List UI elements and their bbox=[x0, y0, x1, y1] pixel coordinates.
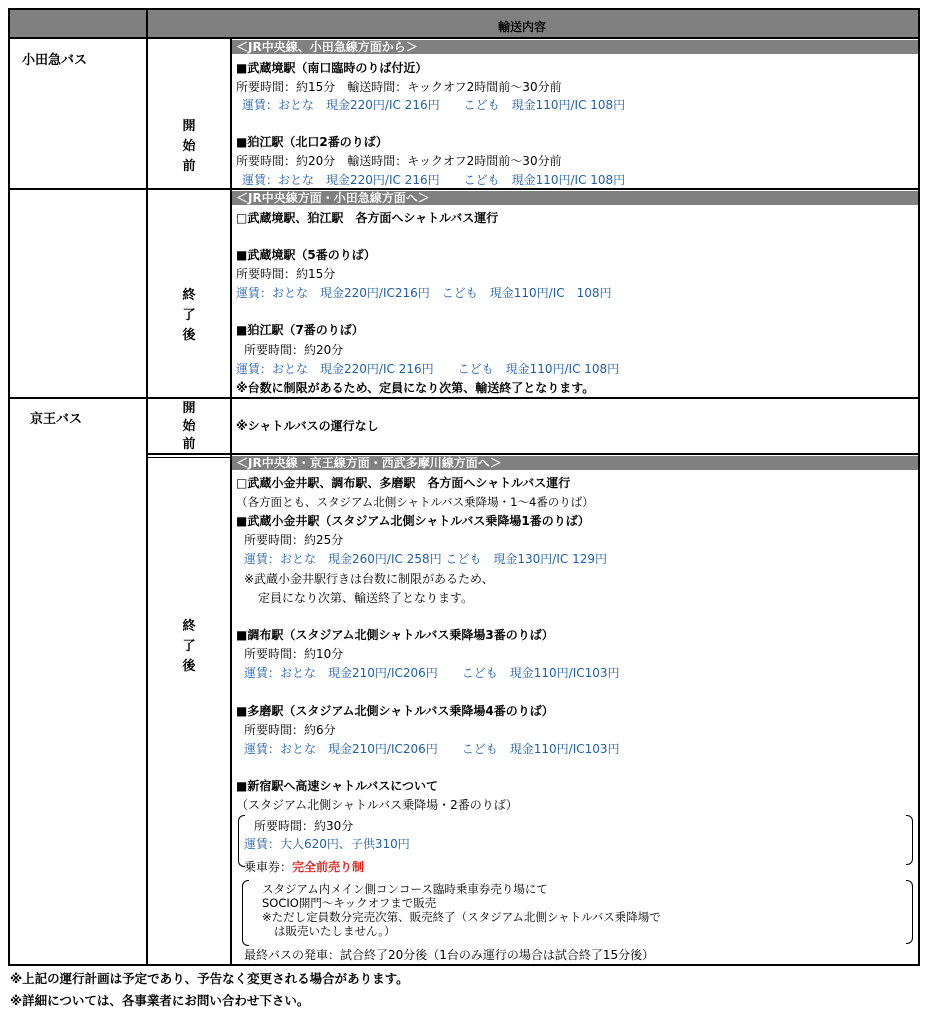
odakyu-before-s2-title: ■狛江駅（北口2番のりば） bbox=[236, 135, 388, 149]
odakyu-after-s1-time: 所要時間：約15分 bbox=[236, 267, 336, 281]
operator-odakyu: 小田急バス bbox=[22, 53, 88, 68]
header-title: 輸送内容 bbox=[498, 20, 547, 34]
odakyu-after-s2-title: ■狛江駅（7番のりば） bbox=[236, 323, 364, 337]
footnote-2: ※詳細については、各事業者にお問い合わせ下さい。 bbox=[10, 993, 310, 1008]
bracket-right-2 bbox=[906, 880, 913, 944]
odakyu-before-s2-fare: 運賃：おとな 現金220円/IC 216円 こども 現金110円/IC 108円 bbox=[242, 173, 626, 187]
odakyu-before-s2-time: 所要時間：約20分 輸送時間：キックオフ2時間前～30分前 bbox=[236, 154, 562, 168]
odakyu-after-note: ※台数に制限があるため、定員になり次第、輸送終了となります。 bbox=[236, 381, 595, 395]
phase-keio-after bbox=[181, 617, 197, 677]
phase-char: 始 bbox=[182, 419, 196, 434]
bracket-right-1 bbox=[906, 815, 913, 865]
keio-after-s3-title: ■多磨駅（スタジアム北側シャトルバス乗降場4番のりば） bbox=[236, 704, 554, 718]
keio-after-s4-sale1: スタジアム内メイン側コンコース臨時乗車券売り場にて bbox=[262, 882, 548, 896]
col-divider-1 bbox=[146, 10, 148, 964]
phase-char: 後 bbox=[182, 659, 196, 674]
ticket-value: 完全前売り制 bbox=[292, 860, 365, 874]
phase-odakyu-before bbox=[181, 117, 197, 177]
keio-after-s2-title: ■調布駅（スタジアム北側シャトルバス乗降場3番のりば） bbox=[236, 628, 554, 642]
col-divider-2 bbox=[230, 38, 232, 964]
phase-char: 終 bbox=[182, 619, 196, 634]
keio-after-s4-fare: 運賃：大人620円、子供310円 bbox=[244, 837, 410, 851]
keio-after-band: ＜JR中央線・京王線方面・西武多摩川線方面へ＞ bbox=[232, 456, 918, 470]
odakyu-before-s1-fare: 運賃：おとな 現金220円/IC 216円 こども 現金110円/IC 108円 bbox=[242, 98, 626, 112]
keio-after-s4-title: ■新宿駅へ高速シャトルバスについて bbox=[236, 779, 439, 793]
keio-after-s4-sale3: ※ただし定員数分完売次第、販売終了（スタジアム北側シャトルバス乗降場で bbox=[262, 910, 661, 924]
keio-after-s1-time: 所要時間：約25分 bbox=[244, 533, 344, 547]
odakyu-after-s2-time: 所要時間：約20分 bbox=[244, 343, 344, 357]
phase-char: 後 bbox=[182, 328, 196, 343]
operator-keio: 京王バス bbox=[30, 412, 83, 427]
keio-after-s4-last: 最終バスの発車：試合終了20分後（1台のみ運行の場合は試合終了15分後） bbox=[244, 948, 655, 962]
phase-char: 開 bbox=[182, 119, 196, 134]
keio-after-s1-note1: ※武蔵小金井駅行きは台数に制限があるため、 bbox=[244, 572, 494, 586]
footnote-1: ※上記の運行計画は予定であり、予告なく変更される場合があります。 bbox=[10, 971, 409, 986]
keio-after-s4-ticket bbox=[244, 859, 364, 875]
phase-keio-before bbox=[181, 400, 197, 454]
keio-after-s1-note2: 定員になり次第、輸送終了となります。 bbox=[258, 591, 474, 605]
keio-after-s2-fare: 運賃：おとな 現金210円/IC206円 こども 現金110円/IC103円 bbox=[244, 666, 620, 680]
odakyu-before-s1-title: ■武蔵境駅（南口臨時のりば付近） bbox=[236, 61, 428, 75]
phase-char: 前 bbox=[182, 437, 196, 452]
phase-char: 了 bbox=[182, 639, 196, 654]
row-divider-operators bbox=[10, 397, 918, 399]
odakyu-after-s1-title: ■武蔵境駅（5番のりば） bbox=[236, 248, 376, 262]
odakyu-before-band: ＜JR中央線、小田急線方面から＞ bbox=[232, 40, 918, 54]
bracket-left-2 bbox=[242, 880, 249, 946]
keio-after-s4-sale4: は販売いたしません。） bbox=[274, 924, 396, 938]
odakyu-before-s1-time: 所要時間：約15分 輸送時間：キックオフ2時間前～30分前 bbox=[236, 80, 562, 94]
row-divider-keio-mid-2 bbox=[148, 457, 232, 458]
row-divider-keio-mid bbox=[148, 453, 918, 455]
keio-after-s3-fare: 運賃：おとな 現金210円/IC206円 こども 現金110円/IC103円 bbox=[244, 742, 620, 756]
keio-after-s4-sale2: SOCIO開門～キックオフまで販売 bbox=[262, 896, 437, 910]
phase-odakyu-after bbox=[181, 286, 197, 346]
odakyu-after-band: ＜JR中央線方面・小田急線方面へ＞ bbox=[232, 191, 918, 205]
row-divider-odakyu-mid bbox=[10, 188, 918, 190]
keio-after-intro-sub: （各方面とも、スタジアム北側シャトルバス乗降場・1～4番のりば） bbox=[236, 495, 594, 509]
keio-after-intro: □武蔵小金井駅、調布駅、多磨駅 各方面へシャトルバス運行 bbox=[236, 476, 571, 490]
phase-char: 開 bbox=[182, 401, 196, 416]
keio-after-s3-time: 所要時間：約6分 bbox=[244, 723, 336, 737]
odakyu-after-s1-fare: 運賃：おとな 現金220円/IC216円 こども 現金110円/IC 108円 bbox=[236, 286, 612, 300]
row-divider-header bbox=[10, 37, 918, 39]
phase-char: 了 bbox=[182, 308, 196, 323]
keio-before-text: ※シャトルバスの運行なし bbox=[236, 419, 379, 433]
keio-after-s4-sub: （スタジアム北側シャトルバス乗降場・2番のりば） bbox=[236, 798, 518, 812]
keio-after-s4-time: 所要時間：約30分 bbox=[254, 819, 354, 833]
phase-char: 前 bbox=[182, 159, 196, 174]
odakyu-after-intro: □武蔵境駅、狛江駅 各方面へシャトルバス運行 bbox=[236, 211, 499, 225]
keio-after-s2-time: 所要時間：約10分 bbox=[244, 647, 344, 661]
keio-after-s1-fare: 運賃：おとな 現金260円/IC 258円 こども 現金130円/IC 129円 bbox=[244, 552, 607, 566]
odakyu-after-s2-fare: 運賃：おとな 現金220円/IC 216円 こども 現金110円/IC 108円 bbox=[236, 362, 620, 376]
phase-char: 終 bbox=[182, 288, 196, 303]
ticket-label: 乗車券： bbox=[244, 860, 293, 874]
phase-char: 始 bbox=[182, 139, 196, 154]
keio-after-s1-title: ■武蔵小金井駅（スタジアム北側シャトルバス乗降場1番のりば） bbox=[236, 514, 590, 528]
